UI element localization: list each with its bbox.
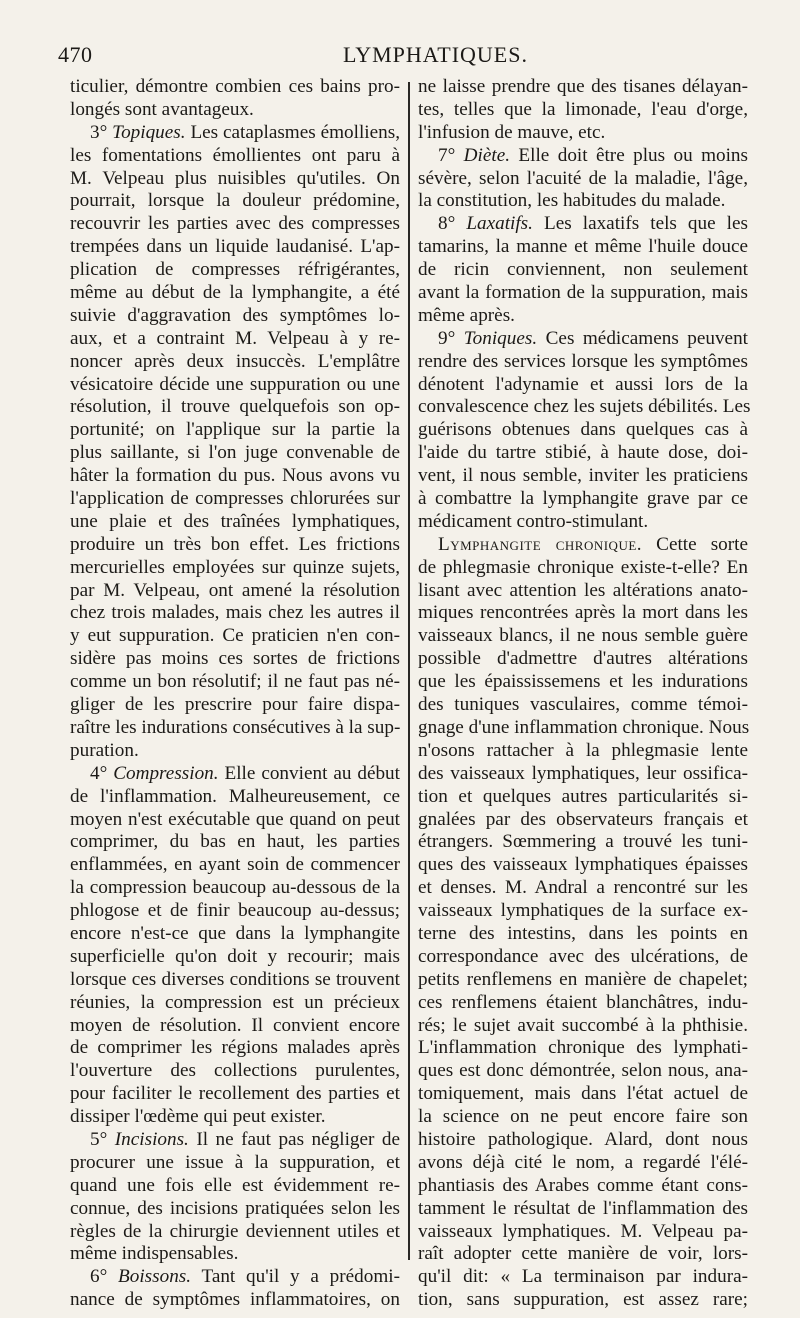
section-heading-italic: Toniques. bbox=[463, 327, 538, 349]
text-run: la science on ne peut encore faire son bbox=[418, 1106, 748, 1128]
text-run: ces renflemens étaient blanchâtres, indu- bbox=[418, 991, 748, 1013]
text-line bbox=[70, 236, 400, 259]
text-run: possible d'admettre d'autres altérations bbox=[418, 648, 748, 670]
text-line bbox=[70, 213, 400, 236]
text-run: vésicatoire décide une suppuration ou une bbox=[70, 373, 400, 395]
text-line bbox=[418, 236, 748, 259]
text-run: tes, telles que la limonade, l'eau d'orge, bbox=[418, 98, 748, 120]
text-line bbox=[418, 763, 748, 786]
text-run: sidère pas moins ces sortes de frictions bbox=[70, 648, 400, 670]
text-run: gliger de les prescrire pour faire dispa- bbox=[70, 694, 400, 716]
text-run: produire un très bon effet. Les frictions bbox=[70, 533, 400, 555]
text-run: rendre des services lorsque les symptômes bbox=[418, 350, 748, 372]
section-heading-italic: Compression. bbox=[113, 762, 219, 784]
text-line bbox=[70, 1015, 400, 1038]
text-run: ques est donc démontrée, selon nous, ana- bbox=[418, 1060, 748, 1082]
text-line bbox=[70, 168, 400, 191]
text-line bbox=[70, 625, 400, 648]
text-line bbox=[418, 717, 748, 740]
text-run: pourrait, lorsque la douleur prédomine, bbox=[70, 190, 400, 212]
text-run: n'osons rattacher à la phlegmasie lente bbox=[418, 739, 748, 761]
text-run: vaisseaux lymphatiques. M. Velpeau pa- bbox=[418, 1220, 748, 1242]
text-line bbox=[70, 763, 400, 786]
text-run: vaisseaux lymphatiques de la surface ex- bbox=[418, 900, 748, 922]
text-line bbox=[70, 1243, 400, 1266]
column-divider bbox=[408, 82, 410, 1260]
text-line bbox=[418, 946, 748, 969]
text-line bbox=[418, 648, 748, 671]
text-line bbox=[70, 877, 400, 900]
text-line bbox=[418, 831, 748, 854]
text-line bbox=[70, 511, 400, 534]
text-line bbox=[418, 625, 748, 648]
text-run: aux, et a contraint M. Velpeau à y re- bbox=[70, 327, 400, 349]
text-line bbox=[70, 76, 400, 99]
text-run: tamment le résultat de l'inflammation des bbox=[418, 1197, 748, 1219]
text-run: l'aide du tartre stibié, à haute dose, doi- bbox=[418, 442, 748, 464]
text-run: par M. Velpeau, ont amené la résolution bbox=[70, 579, 400, 601]
text-line bbox=[70, 351, 400, 374]
text-run: 7° bbox=[438, 144, 464, 166]
text-run: même indispensables. bbox=[70, 1243, 239, 1265]
text-run: l'infusion de mauve, etc. bbox=[418, 121, 606, 143]
text-run: raît adopter cette manière de voir, lors- bbox=[418, 1243, 748, 1265]
text-line bbox=[70, 328, 400, 351]
text-run: plus saillante, si l'on juge convenable de bbox=[70, 442, 400, 464]
text-run: M. Velpeau plus nuisibles qu'utiles. On bbox=[70, 167, 400, 189]
text-line bbox=[418, 854, 748, 877]
text-line bbox=[418, 488, 748, 511]
text-line bbox=[418, 1289, 748, 1312]
text-run: miques rencontrées après la mort dans les bbox=[418, 602, 748, 624]
text-run: 8° bbox=[438, 213, 467, 235]
text-run: dénotent l'adynamie et aussi lors de la bbox=[418, 373, 748, 395]
text-run: Cette sorte bbox=[642, 533, 748, 555]
text-run: Elle convient au début bbox=[218, 762, 400, 784]
text-line bbox=[418, 992, 748, 1015]
text-line bbox=[418, 259, 748, 282]
text-line bbox=[418, 122, 748, 145]
text-run: ne laisse prendre que des tisanes délayan- bbox=[418, 76, 748, 97]
section-heading-italic: Incisions. bbox=[114, 1128, 189, 1150]
text-line bbox=[70, 946, 400, 969]
text-run: recouvrir les parties avec des compresses bbox=[70, 213, 400, 235]
text-line bbox=[70, 1266, 400, 1289]
text-run: 5° bbox=[90, 1128, 115, 1150]
text-run: gnalées par des observateurs français et bbox=[418, 808, 748, 830]
text-line bbox=[418, 396, 751, 419]
text-line bbox=[418, 1129, 748, 1152]
text-run: moyen n'est exécutable que quand on peut bbox=[70, 808, 400, 830]
text-line bbox=[418, 740, 748, 763]
text-line bbox=[418, 580, 748, 603]
text-run: Tant qu'il y a prédomi- bbox=[191, 1266, 400, 1288]
text-run: guérisons obtenues dans quelques cas à bbox=[418, 419, 748, 441]
text-run: puration. bbox=[70, 739, 139, 761]
text-run: lorsque ces diverses conditions se trouvent bbox=[70, 968, 400, 990]
text-run: suivie d'aggravation des symptômes lo- bbox=[70, 304, 400, 326]
text-run: gnage d'une inflammation chronique. Nous bbox=[418, 716, 750, 738]
text-line bbox=[70, 396, 400, 419]
text-line bbox=[418, 1060, 748, 1083]
text-run: phantiasis des Arabes comme étant cons- bbox=[418, 1174, 748, 1196]
text-run: la constitution, les habitudes du malade. bbox=[418, 190, 726, 212]
text-line bbox=[418, 190, 748, 213]
text-run: que les épaississemens et les indurations bbox=[418, 671, 748, 693]
text-line bbox=[418, 557, 748, 580]
text-run: Ces médicamens peuvent bbox=[537, 327, 748, 349]
text-run: médicament contro-stimulant. bbox=[418, 510, 649, 532]
text-run: des tuniques vasculaires, comme témoi- bbox=[418, 694, 748, 716]
text-run: des vaisseaux lymphatiques, leur ossifica- bbox=[418, 762, 748, 784]
section-heading-italic: Boissons. bbox=[118, 1266, 192, 1288]
text-line bbox=[418, 1198, 748, 1221]
text-run: phlogose et de finir beaucoup au-dessus; bbox=[70, 900, 400, 922]
text-run: de comprimer les régions malades après bbox=[70, 1037, 400, 1059]
section-heading-italic: Laxatifs. bbox=[466, 213, 533, 235]
text-run: une plaie et des traînées lymphatiques, bbox=[70, 510, 400, 532]
text-run: de phlegmasie chronique existe-t-elle? En bbox=[418, 556, 748, 578]
text-line bbox=[418, 145, 748, 168]
text-line bbox=[418, 442, 748, 465]
text-run: nance de symptômes inflammatoires, on bbox=[70, 1289, 400, 1311]
section-heading-smallcaps: Lymphangite chronique. bbox=[438, 533, 643, 555]
text-line bbox=[70, 1037, 400, 1060]
text-run: comme un bon résolutif; il ne faut pas né- bbox=[70, 671, 400, 693]
text-line bbox=[418, 419, 748, 442]
text-line bbox=[418, 1266, 748, 1289]
text-run: 4° bbox=[90, 762, 114, 784]
text-line bbox=[418, 877, 748, 900]
text-run: L'inflammation chronique des lymphati- bbox=[418, 1037, 748, 1059]
text-run: résolution, il trouve quelquefois son op- bbox=[70, 396, 400, 418]
text-run: tamarins, la manne et même l'huile douce bbox=[418, 236, 748, 258]
text-line bbox=[418, 351, 748, 374]
page-header bbox=[58, 42, 748, 72]
text-line bbox=[418, 1243, 748, 1266]
text-line bbox=[70, 740, 400, 763]
text-line bbox=[70, 1289, 400, 1312]
text-line bbox=[70, 1198, 400, 1221]
text-line bbox=[418, 671, 748, 694]
text-line bbox=[70, 419, 400, 442]
text-line bbox=[70, 602, 400, 625]
text-run: enflammées, en ayant soin de commencer bbox=[70, 854, 400, 876]
text-run: pour faciliter le recollement des parties et bbox=[70, 1083, 400, 1105]
text-run: noncer après deux insuccès. L'emplâtre bbox=[70, 350, 400, 372]
text-run: plication de compresses réfrigérantes, bbox=[70, 259, 400, 281]
text-line bbox=[70, 1083, 400, 1106]
text-run: petits renflemens en manière de chapelet; bbox=[418, 968, 748, 990]
text-line bbox=[70, 671, 400, 694]
text-line bbox=[70, 145, 400, 168]
running-title: LYMPHATIQUES. bbox=[343, 42, 528, 67]
text-line bbox=[418, 1083, 748, 1106]
text-line bbox=[418, 99, 748, 122]
text-line bbox=[70, 694, 400, 717]
page-number: 470 bbox=[58, 42, 93, 67]
text-line bbox=[418, 694, 748, 717]
text-line bbox=[70, 648, 400, 671]
text-line bbox=[418, 786, 748, 809]
text-line bbox=[70, 580, 400, 603]
text-line bbox=[418, 168, 748, 191]
text-run: de l'inflammation. Malheureusement, ce bbox=[70, 785, 400, 807]
text-run: vaisseaux blancs, il ne nous semble guère bbox=[418, 625, 748, 647]
text-line bbox=[418, 1015, 748, 1038]
text-line bbox=[418, 213, 748, 236]
text-run: qu'il dit: « La terminaison par indura- bbox=[418, 1266, 748, 1288]
text-run: ticulier, démontre combien ces bains pro- bbox=[70, 76, 400, 97]
text-run: histoire pathologique. Alard, dont nous bbox=[418, 1128, 748, 1150]
text-run: comprimer, du bas en haut, les parties bbox=[70, 831, 400, 853]
text-line bbox=[70, 1060, 400, 1083]
text-run: portunité; on l'applique sur la partie la bbox=[70, 419, 400, 441]
text-line bbox=[418, 1152, 748, 1175]
text-run: 9° bbox=[438, 327, 464, 349]
right-text-column bbox=[418, 76, 751, 1312]
text-line bbox=[70, 1129, 400, 1152]
text-run: superficielle qu'on doit y recourir; mais bbox=[70, 945, 400, 967]
text-run: tion et quelques autres particularités si- bbox=[418, 785, 748, 807]
section-heading-italic: Topiques. bbox=[112, 121, 186, 143]
text-line bbox=[70, 122, 400, 145]
text-run: Les laxatifs tels que les bbox=[532, 213, 748, 235]
text-run: procurer une issue à la suppuration, et bbox=[70, 1151, 400, 1173]
text-run: avant la formation de la suppuration, mais bbox=[418, 282, 748, 304]
text-line bbox=[418, 1106, 748, 1129]
text-line bbox=[70, 969, 400, 992]
text-run: hâter la formation du pus. Nous avons vu bbox=[70, 465, 400, 487]
text-run: trempées dans un liquide laudanisé. L'ap- bbox=[70, 236, 400, 258]
text-run: terne des intestins, dans les points en bbox=[418, 922, 748, 944]
text-run: avons déjà cité le nom, a regardé l'élé- bbox=[418, 1151, 748, 1173]
text-line bbox=[70, 1152, 400, 1175]
text-run: vent, il nous semble, inviter les praticiens bbox=[418, 465, 748, 487]
text-run: mercurielles employées sur quinze sujets, bbox=[70, 556, 400, 578]
text-run: raître les indurations consécutives à la sup- bbox=[70, 716, 401, 738]
text-run: la compression beaucoup au-dessous de la bbox=[70, 877, 400, 899]
text-line bbox=[70, 900, 400, 923]
text-line bbox=[418, 282, 748, 305]
text-line bbox=[418, 923, 748, 946]
text-run: lisant avec attention les altérations anato- bbox=[418, 579, 748, 601]
text-line bbox=[70, 442, 400, 465]
text-run: 6° bbox=[90, 1266, 119, 1288]
text-run: encore n'est-ce que dans la lymphangite bbox=[70, 922, 400, 944]
text-line bbox=[70, 1175, 400, 1198]
text-run: les fomentations émollientes ont paru à bbox=[70, 144, 400, 166]
text-line bbox=[70, 305, 400, 328]
text-line bbox=[418, 374, 748, 397]
text-line bbox=[70, 1106, 400, 1129]
left-text-column bbox=[70, 76, 400, 1312]
section-heading-italic: Diète. bbox=[463, 144, 511, 166]
text-run: même au début de la lymphangite, a été bbox=[70, 282, 400, 304]
text-run: à combattre la lymphangite grave par ce bbox=[418, 488, 748, 510]
text-line bbox=[70, 786, 400, 809]
text-run: dissiper l'œdème qui peut exister. bbox=[70, 1106, 326, 1128]
text-line bbox=[70, 190, 400, 213]
text-line bbox=[70, 809, 400, 832]
text-line bbox=[70, 1221, 400, 1244]
text-line bbox=[70, 923, 400, 946]
text-run: rés; le sujet avait succombé à la phthisie. bbox=[418, 1014, 748, 1036]
text-line bbox=[418, 1221, 748, 1244]
text-line bbox=[418, 305, 748, 328]
text-run: chez trois malades, mais chez les autres il bbox=[70, 602, 400, 624]
text-run: même après. bbox=[418, 304, 515, 326]
text-line bbox=[70, 465, 400, 488]
text-run: règles de la chirurgie deviennent utiles et bbox=[70, 1220, 400, 1242]
text-line bbox=[418, 511, 748, 534]
text-run: tomiquement, mais dans l'état actuel de bbox=[418, 1083, 748, 1105]
text-run: y eut suppuration. Ce praticien n'en con- bbox=[70, 625, 400, 647]
text-line bbox=[70, 557, 400, 580]
text-line bbox=[418, 76, 748, 99]
text-line bbox=[418, 1175, 748, 1198]
text-line bbox=[70, 534, 400, 557]
text-line bbox=[70, 992, 400, 1015]
text-line bbox=[70, 282, 400, 305]
text-run: tion, sans suppuration, est assez rare; bbox=[418, 1289, 748, 1311]
text-line bbox=[418, 465, 748, 488]
text-line bbox=[70, 259, 400, 282]
text-run: l'application de compresses chlorurées sur bbox=[70, 488, 400, 510]
text-line bbox=[418, 1037, 748, 1060]
text-run: longés sont avantageux. bbox=[70, 98, 254, 120]
text-run: moyen de résolution. Il convient encore bbox=[70, 1014, 400, 1036]
text-run: réunies, la compression est un précieux bbox=[70, 991, 400, 1013]
text-run: 3° bbox=[90, 121, 113, 143]
text-run: et denses. M. Andral a rencontré sur les bbox=[418, 877, 748, 899]
text-line bbox=[70, 854, 400, 877]
text-run: convalescence chez les sujets débilités. Les bbox=[418, 396, 751, 418]
text-line bbox=[70, 717, 400, 740]
text-run: ques des vaisseaux lymphatiques épaisses bbox=[418, 854, 748, 876]
text-run: Elle doit être plus ou moins bbox=[510, 144, 748, 166]
text-line bbox=[418, 534, 748, 557]
text-run: l'ouverture des collections purulentes, bbox=[70, 1060, 400, 1082]
text-line bbox=[70, 374, 400, 397]
text-run: Les cataplasmes émolliens, bbox=[185, 121, 400, 143]
text-line bbox=[70, 831, 400, 854]
text-run: de ricin conviennent, non seulement bbox=[418, 259, 748, 281]
text-run: quand une fois elle est évidemment re- bbox=[70, 1174, 400, 1196]
text-line bbox=[70, 99, 400, 122]
text-line bbox=[418, 328, 748, 351]
text-run: correspondance avec des ulcérations, de bbox=[418, 945, 748, 967]
text-line bbox=[70, 488, 400, 511]
text-line bbox=[418, 809, 748, 832]
text-run: Il ne faut pas négliger de bbox=[188, 1128, 400, 1150]
text-run: sévère, selon l'acuité de la maladie, l'âge, bbox=[418, 167, 748, 189]
text-line bbox=[418, 900, 748, 923]
text-run: étrangers. Sœmmering a trouvé les tuni- bbox=[418, 831, 748, 853]
text-line bbox=[418, 969, 748, 992]
text-line bbox=[418, 602, 748, 625]
text-run: connue, des incisions pratiquées selon les bbox=[70, 1197, 400, 1219]
